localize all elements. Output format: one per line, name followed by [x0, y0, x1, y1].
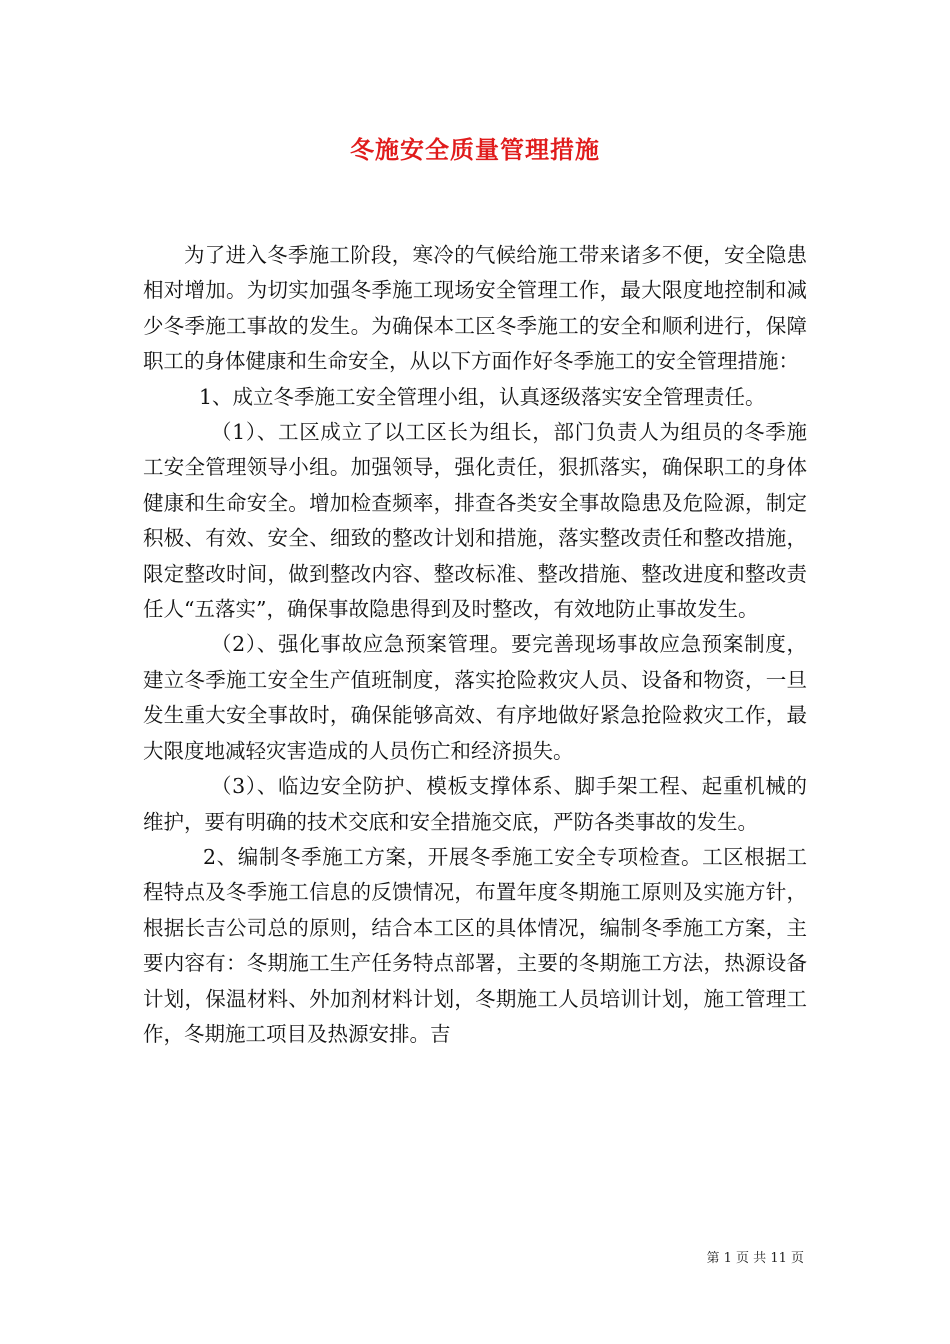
page-number-footer: 第 1 页 共 11 页: [706, 1251, 804, 1266]
section-2-paragraph: 2、编制冬季施工方案，开展冬季施工安全专项检查。工区根据工程特点及冬季施工信息的反馈情况，布置年度冬期施工原则及实施方针，根据长吉公司总的原则，结合本工区的具体情况，编制冬季施工方案，主要内容有：冬期施工生产任务特点部署，主要的冬期施工方法，热源设备计划，保温材料、外加剂材料计划，冬期施工人员培训计划，施工管理工作，冬期施工项目及热源安排。吉: [143, 844, 807, 1046]
document-title: 冬施安全质量管理措施: [350, 135, 600, 164]
document-body: [143, 238, 807, 1052]
item-1-paragraph: （1）、工区成立了以工区长为组长，部门负责人为组员的冬季施工安全管理领导小组。加强领导，强化责任，狠抓落实，确保职工的身体健康和生命安全。增加检查频率，排查各类安全事故隐患及危险源，制定积极、有效、安全、细致的整改计划和措施，落实整改责任和整改措施，限定整改时间，做到整改内容、整改标准、整改措施、整改进度和整改责任人“五落实”，确保事故隐患得到及时整改，有效地防止事故发生。: [143, 420, 807, 622]
section-1-heading: 1、成立冬季施工安全管理小组，认真逐级落实安全管理责任。: [199, 384, 766, 409]
item-3-paragraph: （3）、临边安全防护、模板支撑体系、脚手架工程、起重机械的维护，要有明确的技术交底和安全措施交底，严防各类事故的发生。: [143, 774, 807, 834]
intro-paragraph: 为了进入冬季施工阶段，寒冷的气候给施工带来诸多不便，安全隐患相对增加。为切实加强冬季施工现场安全管理工作，最大限度地控制和减少冬季施工事故的发生。为确保本工区冬季施工的安全和顺利进行，保障职工的身体健康和生命安全，从以下方面作好冬季施工的安全管理措施：: [143, 243, 807, 374]
item-2-paragraph: （2）、强化事故应急预案管理。要完善现场事故应急预案制度，建立冬季施工安全生产值班制度，落实抢险救灾人员、设备和物资，一旦发生重大安全事故时，确保能够高效、有序地做好紧急抢险救灾工作，最大限度地减轻灾害造成的人员伤亡和经济损失。: [143, 632, 807, 763]
